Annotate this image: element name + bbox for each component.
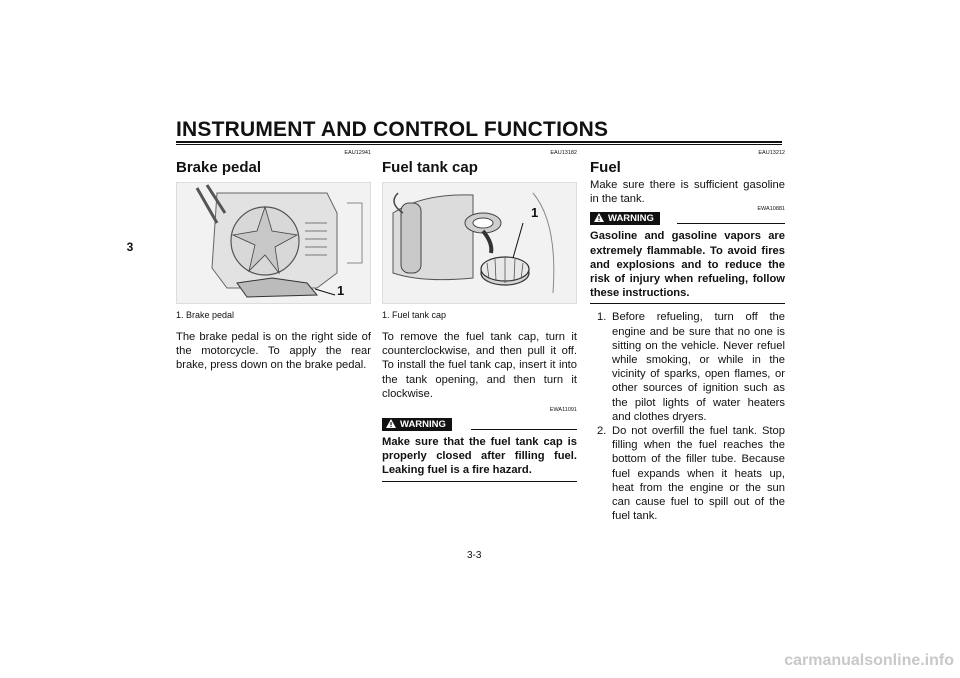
section-code: EAU13182 <box>550 150 577 156</box>
figure-caption: 1. Brake pedal <box>176 310 235 320</box>
fuel-tank-cap-drawing <box>383 183 576 303</box>
warning-code: EWA11091 <box>549 407 577 414</box>
section-title: Fuel tank cap <box>382 159 478 176</box>
page-header: INSTRUMENT AND CONTROL FUNCTIONS <box>176 118 609 141</box>
callout-number: 1 <box>531 205 539 220</box>
list-item <box>590 310 785 424</box>
section-code: EAU12941 <box>344 150 371 156</box>
header-rule <box>176 141 782 143</box>
body-text: To remove the fuel tank cap, turn it counterclockwise, and then pull it off. To install the fuel tank cap, insert it into the tank opening, and then turn it clockwise. <box>382 331 577 400</box>
chapter-tab: 3 <box>126 240 134 254</box>
watermark: carmanualsonline.info <box>784 652 954 669</box>
step-number: 1. <box>597 311 607 324</box>
brake-pedal-illustration <box>176 182 371 304</box>
figure-caption: 1. Fuel tank cap <box>382 310 447 320</box>
step-number: 2. <box>597 425 607 438</box>
brake-pedal-section <box>176 150 371 373</box>
fuel-tank-cap-illustration <box>382 182 577 304</box>
warning-triangle-icon <box>386 419 396 428</box>
step-text: Before refueling, turn off the engine and be sure that no one is sitting on the vehicle. Never refuel while smoking, or while in the vicinity of sparks, open flames, or other sources of ignition such as the pilot lights of water heaters and clothes dryers. <box>612 311 785 423</box>
body-text: The brake pedal is on the right side of the motorcycle. To apply the rear brake, press down on the brake pedal. <box>176 331 371 372</box>
warning-rule <box>677 223 785 224</box>
warning-header <box>590 206 785 226</box>
callout-number: 1 <box>337 283 345 298</box>
warning-code: EWA10881 <box>757 206 785 213</box>
intro-text: Make sure there is sufficient gasoline in the tank. <box>590 179 785 206</box>
warning-badge <box>590 212 660 225</box>
warning-label: WARNING <box>608 213 654 225</box>
section-code: EAU13212 <box>758 150 785 156</box>
header-rule-thin <box>176 144 782 145</box>
section-title: Brake pedal <box>176 159 262 176</box>
warning-badge <box>382 418 452 431</box>
step-text: Do not overfill the fuel tank. Stop filling when the fuel reaches the bottom of the filler tube. Because fuel expands when it heats up, heat from the engine or the sun can cause fuel to spill out of the fuel tank. <box>612 425 785 523</box>
warning-triangle-icon <box>594 213 604 222</box>
warning-label: WARNING <box>400 419 446 431</box>
refuel-steps <box>590 310 785 523</box>
fuel-section <box>590 150 785 523</box>
page-number: 3-3 <box>467 550 482 561</box>
list-item <box>590 424 785 523</box>
section-title: Fuel <box>590 159 621 176</box>
warning-text: Gasoline and gasoline vapors are extremely flammable. To avoid fires and explosions and to reduce the risk of injury when refueling, follow these instructions. <box>590 229 785 304</box>
warning-text: Make sure that the fuel tank cap is properly closed after filling fuel. Leaking fuel is a fire hazard. <box>382 435 577 482</box>
fuel-tank-cap-section <box>382 150 577 482</box>
warning-header <box>382 418 577 432</box>
warning-rule <box>471 429 577 430</box>
